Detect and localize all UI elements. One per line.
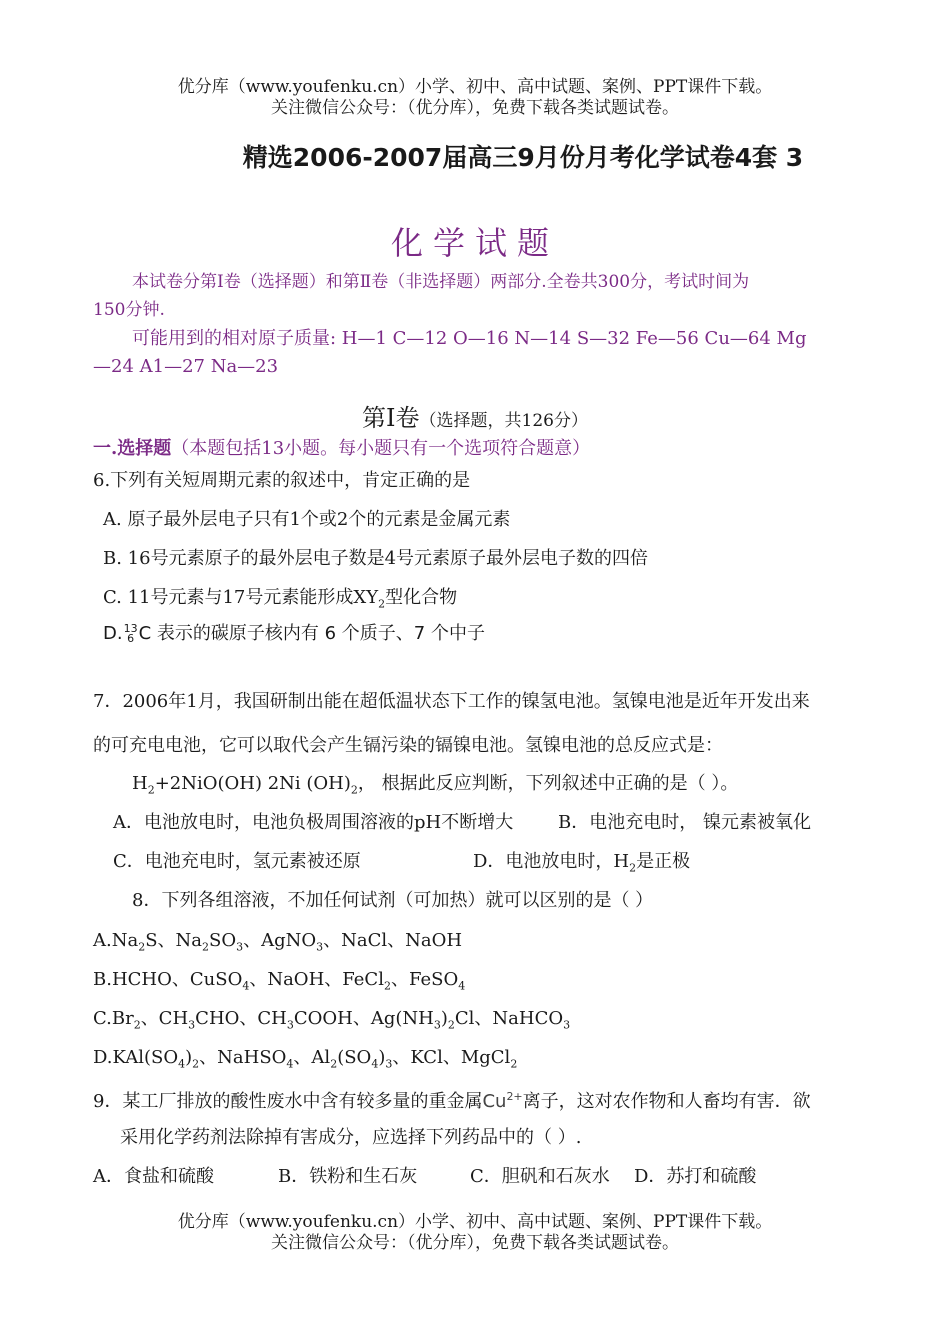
mass-number: 13 [123, 622, 138, 635]
formula-text: CHO、CH [195, 1008, 287, 1029]
q9-option-b: B．铁粉和生石灰 [278, 1166, 418, 1187]
subject-heading: 化学试题 [390, 224, 559, 262]
footer-line-2: 关注微信公众号：（优分库），免费下载各类试题试卷。 [271, 1233, 679, 1253]
formula-text: 、FeSO [390, 969, 459, 990]
formula-text: 、NaHSO [199, 1047, 287, 1068]
header-line-2: 关注微信公众号：（优分库），免费下载各类试题试卷。 [271, 98, 679, 118]
formula-text: 、KCl、MgCl [392, 1047, 511, 1068]
formula-text: 、NaOH、FeCl [249, 969, 384, 990]
nuclide-notation [124, 624, 138, 644]
q6-option-b: B. 16号元素原子的最外层电子数是4号元素原子最外层电子数的四倍 [103, 548, 649, 569]
formula-subscript: 2 [447, 1018, 455, 1032]
atomic-masses-line-2: —24 A1—27 Na—23 [93, 356, 279, 377]
q6-option-c [103, 586, 457, 617]
part-1-label: 第Ⅰ卷 [362, 404, 420, 432]
intro-line-1: 本试卷分第Ⅰ卷（选择题）和第Ⅱ卷（非选择题）两部分.全卷共300分，考试时间为 [132, 272, 750, 292]
page-title: 精选2006-2007届高三9月份月考化学试卷4套 3 [242, 143, 804, 172]
formula-text: ) [378, 1047, 386, 1068]
formula-text: COOH、Ag(NH [293, 1008, 434, 1029]
q6-option-c-text: C. 11号元素与17号元素能形成XY [103, 587, 379, 608]
eq-question: ， 根据此反应判断，下列叙述中正确的是（ ）。 [357, 773, 739, 794]
formula-text: B.HCHO、CuSO [93, 969, 243, 990]
cu-symbol: Cu [482, 1091, 507, 1112]
atomic-masses-line-1: 可能用到的相对原子质量: H—1 C—12 O—16 N—14 S—32 Fe—56 Cu—64 Mg [132, 328, 807, 349]
q6-stem: 6.下列有关短周期元素的叙述中，肯定正确的是 [93, 470, 471, 491]
q8-option-b [93, 968, 465, 999]
formula-text: ) [185, 1047, 193, 1068]
formula-text: S、Na [145, 930, 203, 951]
q7-option-b: B．电池充电时， 镍元素被氧化 [558, 812, 811, 833]
formula-text: 、Al [293, 1047, 331, 1068]
formula-subscript: 2 [383, 979, 391, 993]
formula-subscript: 2 [138, 940, 146, 954]
formula-text: ) [440, 1008, 448, 1029]
formula-text: D.KAl(SO [93, 1047, 179, 1068]
section-1-note: （本题包括13小题。每小题只有一个选项符合题意） [171, 438, 591, 459]
formula-subscript: 2 [133, 1018, 141, 1032]
q6-option-a: A. 原子最外层电子只有1个或2个的元素是金属元素 [103, 509, 511, 530]
q6-option-d [103, 622, 485, 646]
q9-text-post: 离子，这对农作物和人畜均有害．欲 [522, 1091, 811, 1112]
q6-option-c-suffix: 型化合物 [385, 587, 458, 608]
q9-option-d: D．苏打和硫酸 [634, 1166, 757, 1187]
cu-ion [482, 1091, 522, 1112]
section-1-heading [93, 437, 590, 461]
formula-subscript: 4 [286, 1057, 294, 1071]
intro-line-2: 150分钟. [93, 300, 165, 320]
cu-charge: 2+ [506, 1090, 523, 1103]
formula-subscript: 2 [330, 1057, 338, 1071]
formula-subscript: 4 [178, 1057, 186, 1071]
q6-option-d-text: C 表示的碳原子核内有 6 个质子、7 个中子 [138, 623, 485, 644]
q9-text-pre: 9．某工厂排放的酸性废水中含有较多量的重金属 [93, 1091, 483, 1112]
q7-option-a: A．电池放电时，电池负极周围溶液的pH不断增大 [113, 812, 514, 833]
formula-subscript: 3 [286, 1018, 294, 1032]
formula-text: C.Br [93, 1008, 134, 1029]
formula-subscript: 2 [202, 940, 210, 954]
header-line-1: 优分库（www.youfenku.cn）小学、初中、高中试题、案例、PPT课件下载。 [177, 77, 773, 97]
part-1-heading [0, 398, 950, 433]
eq-ohsub: 2 [350, 783, 358, 797]
eq-h-sub: 2 [147, 783, 155, 797]
formula-text: SO [209, 930, 237, 951]
formula-text: 、NaCl、NaOH [323, 930, 463, 951]
section-1-label: 一.选择题 [93, 438, 172, 459]
q8-option-a [93, 929, 462, 960]
q7-option-c: C．电池充电时，氢元素被还原 [113, 851, 361, 872]
formula-subscript: 2 [192, 1057, 200, 1071]
q7-option-d-text: D．电池放电时，H [473, 851, 630, 872]
q7-option-d-sub: 2 [629, 861, 637, 875]
q9-option-c: C．胆矾和石灰水 [470, 1166, 610, 1187]
q9-option-a: A．食盐和硫酸 [93, 1166, 214, 1187]
formula-text: 、AgNO [243, 930, 317, 951]
formula-subscript: 3 [563, 1018, 571, 1032]
formula-subscript: 3 [433, 1018, 441, 1032]
formula-text: 、CH [140, 1008, 189, 1029]
eq-middle: +2NiO(OH) 2Ni (OH) [154, 773, 351, 794]
q7-line-1: 7．2006年1月，我国研制出能在超低温状态下工作的镍氢电池。氢镍电池是近年开发出来 [93, 691, 810, 712]
eq-h: H [132, 773, 148, 794]
formula-subscript: 3 [385, 1057, 393, 1071]
formula-subscript: 4 [458, 979, 466, 993]
formula-subscript: 3 [236, 940, 244, 954]
footer-line-1: 优分库（www.youfenku.cn）小学、初中、高中试题、案例、PPT课件下载。 [177, 1212, 773, 1232]
q8-option-c [93, 1007, 570, 1038]
formula-subscript: 2 [510, 1057, 518, 1071]
q6-option-c-subscript: 2 [378, 597, 386, 611]
formula-text: (SO [337, 1047, 372, 1068]
part-1-note: （选择题，共126分） [419, 411, 588, 431]
q7-line-2: 的可充电电池，它可以取代会产生镉污染的镉镍电池。氢镍电池的总反应式是： [93, 735, 723, 756]
q8-option-d [93, 1046, 517, 1077]
q7-equation [132, 772, 738, 803]
q9-line-1 [93, 1085, 811, 1114]
q6-option-d-label: D. [103, 623, 123, 644]
q8-stem: 8．下列各组溶液，不加任何试剂（可加热）就可以区别的是（ ） [132, 890, 654, 911]
formula-text: Cl、NaHCO [454, 1008, 564, 1029]
q7-option-d-suffix: 是正极 [636, 851, 691, 872]
formula-subscript: 3 [316, 940, 324, 954]
formula-subscript: 4 [371, 1057, 379, 1071]
formula-text: A.Na [93, 930, 139, 951]
formula-subscript: 3 [188, 1018, 196, 1032]
q9-line-2: 采用化学药剂法除掉有害成分，应选择下列药品中的（ ）. [120, 1127, 582, 1148]
q7-option-d [473, 850, 690, 881]
atomic-number: 6 [127, 632, 135, 645]
formula-subscript: 4 [242, 979, 250, 993]
